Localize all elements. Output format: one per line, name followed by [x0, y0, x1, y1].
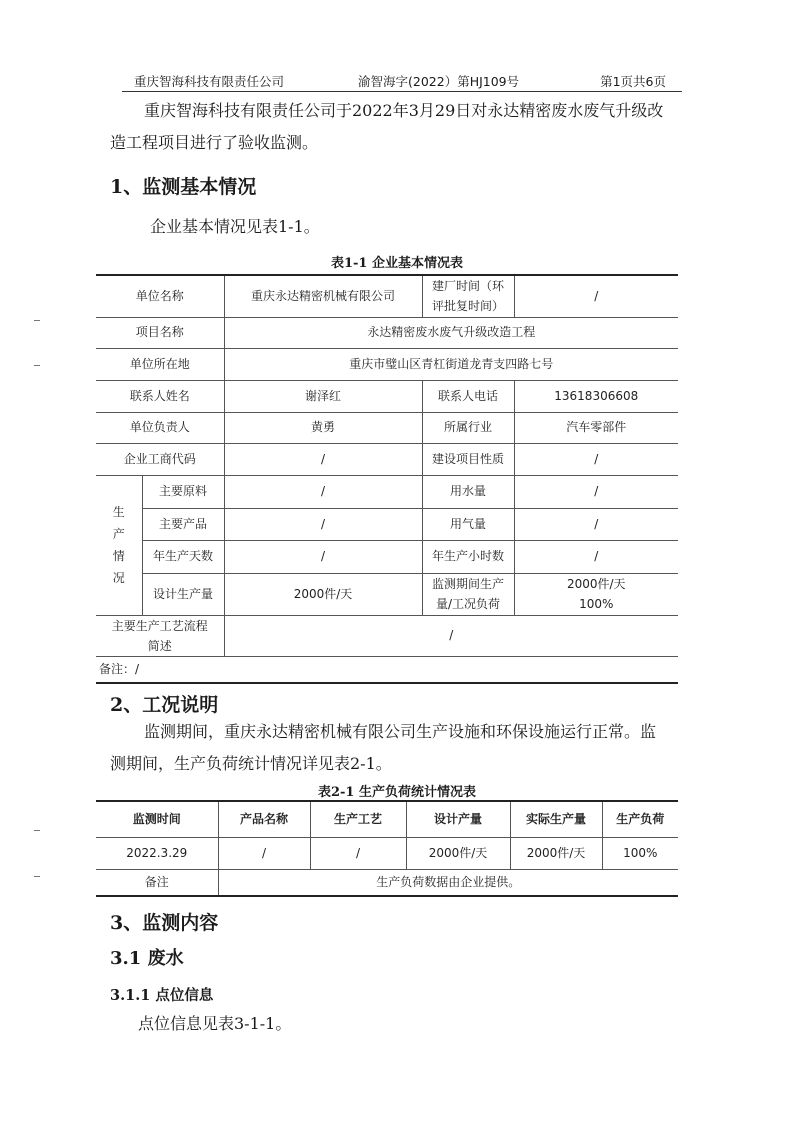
project-nature-value: /	[514, 443, 678, 475]
raw-material-value: /	[224, 475, 422, 508]
section-3-text: 点位信息见表3-1-1。	[138, 1014, 292, 1033]
scan-mark	[34, 365, 40, 366]
design-output-value: 2000件/天	[224, 573, 422, 615]
production-hours-label: 年生产小时数	[422, 540, 514, 573]
production-days-label: 年生产天数	[142, 540, 224, 573]
scan-mark	[34, 830, 40, 831]
design-output-label: 设计生产量	[142, 573, 224, 615]
scan-mark	[34, 320, 40, 321]
section-2-line-2: 测期间，生产负荷统计情况详见表2-1。	[110, 754, 392, 773]
process-label-line-1: 主要生产工艺流程	[111, 618, 208, 633]
table-2-1-caption: 表2-1 生产负荷统计情况表	[317, 785, 476, 800]
page-header	[128, 70, 666, 92]
table-cell: 2000件/天	[406, 837, 510, 869]
section-3-1-heading: 3.1 废水	[110, 948, 184, 969]
table-2-remark-label: 备注	[96, 869, 218, 896]
header-page-number: 第1页共6页	[600, 74, 666, 89]
table-cell: 2022.3.29	[96, 837, 218, 869]
monitor-output-label-line-2: 量/工况负荷	[435, 597, 501, 611]
section-3-heading: 3、监测内容	[110, 912, 219, 934]
unit-name-value: 重庆永达精密机械有限公司	[224, 275, 422, 317]
section-1-heading: 1、监测基本情况	[110, 176, 257, 198]
section-1-text: 企业基本情况见表1-1。	[150, 217, 320, 236]
process-label-line-2: 简述	[147, 638, 172, 653]
monitor-output-value-line-2: 100%	[579, 597, 614, 611]
monitor-output-value-line-1: 2000件/天	[566, 577, 626, 591]
table-row	[96, 540, 678, 573]
table-row	[96, 475, 678, 508]
unit-name-label: 单位名称	[96, 275, 224, 317]
production-hours-value: /	[514, 540, 678, 573]
table-cell: /	[310, 837, 406, 869]
build-time-label	[422, 275, 514, 317]
contact-name-label: 联系人姓名	[96, 380, 224, 412]
monitor-output-label-line-1: 监测期间生产	[432, 577, 505, 591]
header-report-number: 渝智海字(2022）第HJ109号	[358, 74, 520, 89]
build-time-value: /	[514, 275, 678, 317]
gas-usage-value: /	[514, 508, 678, 540]
location-value: 重庆市璧山区青杠街道龙青支四路七号	[224, 348, 678, 380]
table-header-row	[96, 801, 678, 837]
header-divider	[122, 91, 682, 92]
process-value: /	[224, 615, 678, 656]
intro-line-1: 重庆智海科技有限责任公司于2022年3月29日对永达精密废水废气升级改	[144, 101, 664, 120]
industry-value: 汽车零部件	[514, 412, 678, 443]
gas-usage-label: 用气量	[422, 508, 514, 540]
table-row	[96, 656, 678, 683]
leader-value: 黄勇	[224, 412, 422, 443]
biz-code-value: /	[224, 443, 422, 475]
industry-label: 所属行业	[422, 412, 514, 443]
production-group-char: 生	[112, 505, 125, 519]
table-cell: 2000件/天	[510, 837, 602, 869]
project-name-label: 项目名称	[96, 317, 224, 348]
table-2-remark-value: 生产负荷数据由企业提供。	[218, 869, 678, 896]
intro-paragraph	[110, 95, 680, 159]
main-products-value: /	[224, 508, 422, 540]
table-row	[96, 615, 678, 656]
production-group-char: 产	[112, 527, 125, 541]
header-company: 重庆智海科技有限责任公司	[134, 74, 285, 89]
table-row	[96, 317, 678, 348]
table-row	[96, 443, 678, 475]
column-header: 产品名称	[218, 801, 310, 837]
contact-phone-value: 13618306608	[514, 380, 678, 412]
section-2-line-1: 监测期间，重庆永达精密机械有限公司生产设施和环保设施运行正常。监	[144, 722, 657, 741]
monitor-output-value	[514, 573, 678, 615]
water-usage-label: 用水量	[422, 475, 514, 508]
production-group-char: 情	[112, 549, 125, 563]
section-2-paragraph	[110, 716, 680, 780]
column-header: 监测时间	[96, 801, 218, 837]
biz-code-label: 企业工商代码	[96, 443, 224, 475]
contact-name-value: 谢泽红	[224, 380, 422, 412]
production-group-char: 况	[112, 571, 125, 585]
project-name-value: 永达精密废水废气升级改造工程	[224, 317, 678, 348]
table-row	[96, 837, 678, 869]
column-header: 生产工艺	[310, 801, 406, 837]
production-days-value: /	[224, 540, 422, 573]
build-time-label-line-1: 建厂时间（环	[432, 279, 505, 294]
column-header: 生产负荷	[602, 801, 678, 837]
table-row	[96, 573, 678, 615]
table-1-remark: 备注：/	[96, 656, 678, 683]
water-usage-value: /	[514, 475, 678, 508]
raw-material-label: 主要原料	[142, 475, 224, 508]
leader-label: 单位负责人	[96, 412, 224, 443]
table-cell: /	[218, 837, 310, 869]
process-label	[96, 615, 224, 656]
project-nature-label: 建设项目性质	[422, 443, 514, 475]
section-2-heading: 2、工况说明	[110, 694, 219, 716]
table-row	[96, 380, 678, 412]
table-row	[96, 869, 678, 896]
production-load-table	[96, 800, 678, 897]
table-row	[96, 348, 678, 380]
enterprise-info-table	[96, 274, 678, 684]
column-header: 实际生产量	[510, 801, 602, 837]
table-row	[96, 508, 678, 540]
build-time-label-line-2: 评批复时间）	[432, 299, 505, 314]
location-label: 单位所在地	[96, 348, 224, 380]
column-header: 设计产量	[406, 801, 510, 837]
monitor-output-label	[422, 573, 514, 615]
scan-mark	[34, 876, 40, 877]
table-row	[96, 412, 678, 443]
contact-phone-label: 联系人电话	[422, 380, 514, 412]
main-products-label: 主要产品	[142, 508, 224, 540]
table-1-1-caption: 表1-1 企业基本情况表	[330, 256, 463, 271]
intro-line-2: 造工程项目进行了验收监测。	[110, 133, 319, 152]
section-3-1-1-heading: 3.1.1 点位信息	[110, 987, 214, 1004]
production-group-label	[96, 475, 142, 615]
table-row	[96, 275, 678, 317]
table-cell: 100%	[602, 837, 678, 869]
